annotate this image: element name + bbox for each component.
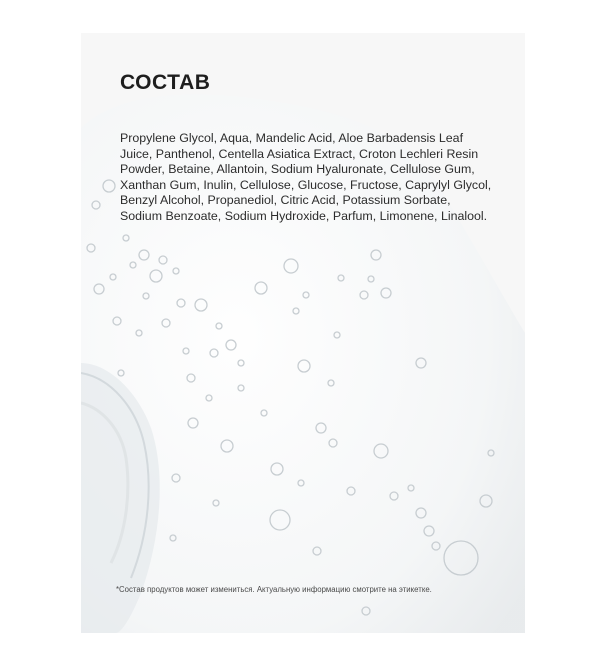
gel-bubbles-illustration [81,33,525,633]
page-title: СОСТАВ [120,71,211,94]
ingredients-text: Propylene Glycol, Aqua, Mandelic Acid, Aloe Barbadensis Leaf Juice, Panthenol, Centella Asiatica Extract, Croton Lechleri Resin Powder, Betaine, Allantoin, Sodium Hyaluronate, Cellulose Gum, Xanthan Gum, Inulin, Cellulose, Glucose, Fructose, Caprylyl Glycol, Benzyl Alcohol, Propanediol, Citric Acid, Potassium Sorbate, Sodium Benzoate, Sodium Hydroxide, Parfum, Limonene, Linalool. [120,131,492,223]
composition-card [81,33,525,633]
footnote: *Состав продуктов может измениться. Актуальную информацию смотрите на этикетке. [116,585,432,594]
